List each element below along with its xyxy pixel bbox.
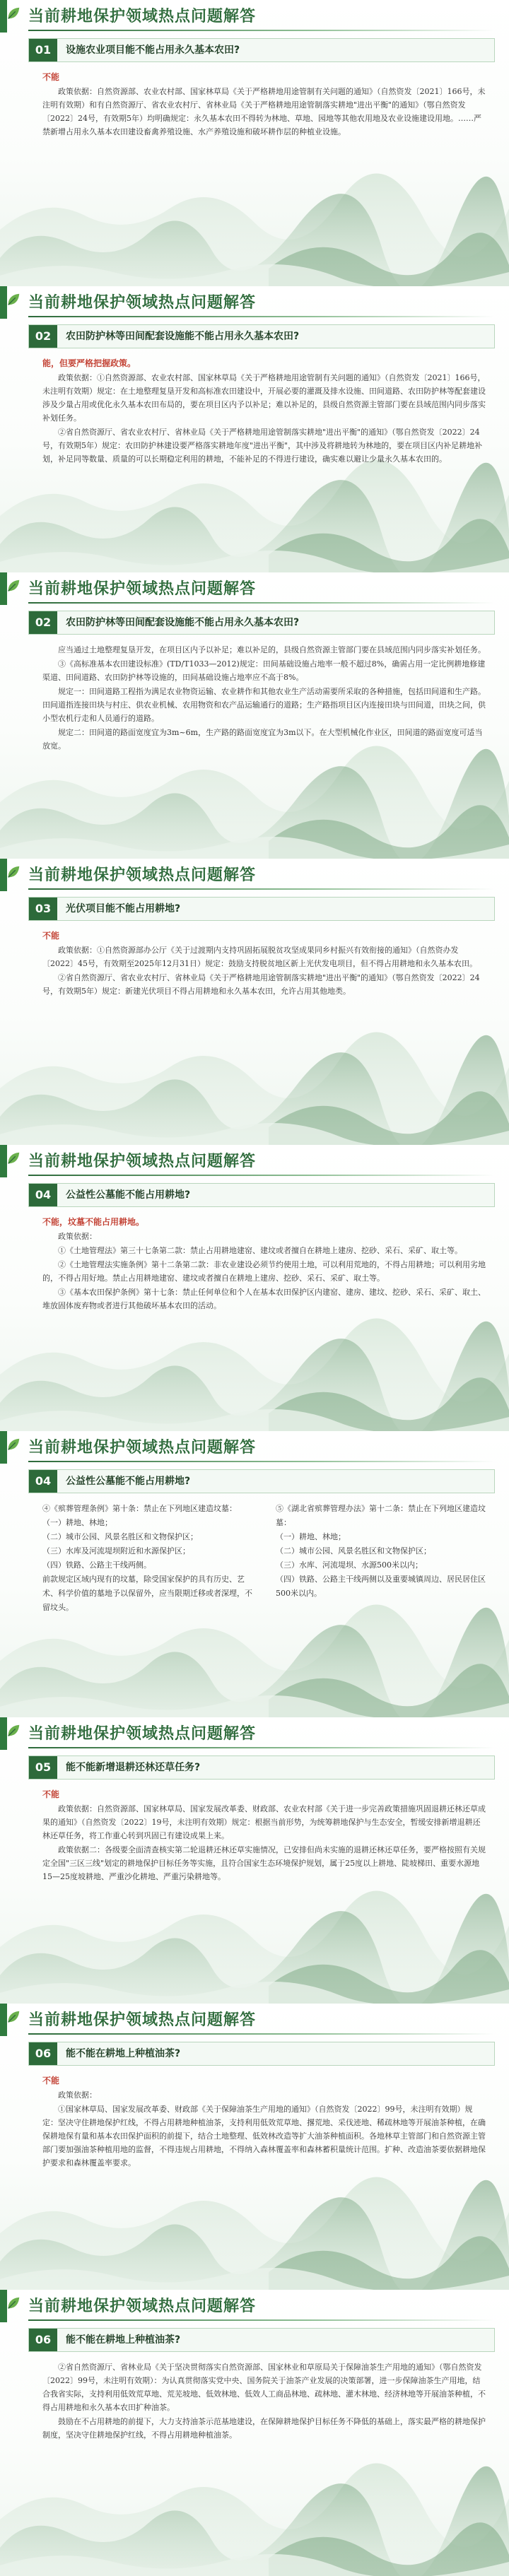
policy-paragraph: 政策依据： [58,1232,97,1241]
mountain-landscape-decoration [0,145,509,286]
policy-paragraph: 鼓励在不占用耕地的前提下，大力支持油茶示范基地建设，在保障耕地保护目标任务不降低的基础上，落实最严格的耕地保护制度，坚决守住耕地保护红线，不得占用耕地种植油茶。 [42,2417,486,2440]
policy-paragraph: 政策依据二：各级要全面清查核实第二轮退耕还林还草实施情况，已安排但尚未实施的退耕还林还草任务，要严格按照有关规定全国"三区三线"划定的耕地保护目标任务等实施，且符合国家生态环境保护规划，属于25度以上耕地、陡坡梯田、重要水源地15—25度坡耕地、严重沙化耕地、严重污染耕地等。 [42,1845,486,1881]
title-divider [28,1175,495,1176]
question-text: 公益性公墓能不能占用耕地? [66,1189,191,1201]
right-column-line: （二）城市公园、风景名胜区和文物保护区； [276,1546,431,1555]
question-number: 01 [29,39,57,61]
answer-verdict: 不能 [42,931,60,941]
question-bar [28,897,495,921]
answer-verdict: 不能 [42,2076,60,2086]
right-column-line: ⑤《湖北省殡葬管理办法》第十二条：禁止在下列地区建造坟墓： [276,1504,486,1527]
slide-title: 当前耕地保护领域热点问题解答 [28,866,257,884]
slide-title: 当前耕地保护领域热点问题解答 [28,1439,257,1457]
question-number: 06 [29,2042,57,2065]
title-divider [28,1747,495,1748]
leaf-icon [6,864,21,880]
leaf-icon [6,2295,21,2311]
question-text: 能不能在耕地上种植油茶? [66,2048,181,2059]
leaf-icon [6,578,21,594]
left-column-line: 前款规定区域内现有的坟墓，除受国家保护的具有历史、艺术、科学价值的墓地予以保留外，应当限期迁移或者深埋，不留坟头。 [42,1575,252,1612]
left-column-line: ④《殡葬管理条例》第十条：禁止在下列地区建造坟墓： [42,1504,237,1513]
policy-paragraph: ③《基本农田保护条例》第十七条：禁止任何单位和个人在基本农田保护区内建窑、建房、建坟、挖砂、采石、采矿、取土、堆放固体废弃物或者进行其他破坏基本农田的活动。 [42,1288,486,1310]
answer-content [42,1216,488,1313]
policy-paragraph: ②《土地管理法实施条例》第十二条第二款：非农业建设必须节约使用土地，可以利用荒地的，不得占用耕地；可以利用劣地的，不得占用好地。禁止占用耕地建窑、建坟或者擅自在耕地上建房、挖砂、采石、采矿、取土等。 [42,1260,486,1283]
answer-verdict: 不能 [42,1789,60,1799]
slide-9 [0,2290,509,2576]
policy-paragraph: ②省自然资源厅、省林业局《关于坚决贯彻落实自然资源部、国家林业和草原局关于保障油茶生产用地的通知》（鄂自然资发〔2022〕99号，未注明有效期）：为认真贯彻落实党中央、国务院关于油茶产业发展的决策部署，进一步保障油茶生产用地，结合我省实际，支持利用低效荒草地、荒芜坡地、低效林地、低效人工商品林地、疏林地、灌木林地、经济林地等开展油茶种植，不得占用耕地和永久基本农田扩种油茶。 [42,2363,486,2412]
leaf-icon [6,1151,21,1166]
answer-content [42,357,488,466]
policy-paragraph: ②省自然资源厅、省农业农村厅、省林业局《关于严格耕地用途管制落实耕地"进出平衡"的通知》（鄂自然资发〔2022〕24号，有效期5年）规定：新建光伏项目不得占用耕地和永久基本农田，允许占用其他地类。 [42,973,480,996]
slide-5 [0,1145,509,1431]
question-bar [28,38,495,62]
slide-title: 当前耕地保护领域热点问题解答 [28,2298,257,2315]
question-bar [28,611,495,635]
question-number: 03 [29,898,57,920]
answer-content [42,929,488,999]
question-text: 设施农业项目能不能占用永久基本农田? [66,45,240,56]
policy-paragraph: 政策依据：自然资源部、农业农村部、国家林草局《关于严格耕地用途管制有关问题的通知》（自然资发〔2021〕166号，未注明有效期）和有自然资源厅、省农业农村厅、省林业局《关于严格耕地用途管制落实耕地"进出平衡"的通知》（鄂自然资发〔2022〕24号，有效期5年）均明确规定：永久基本农田不得转为林地、草地、园地等其他农用地及农业设施建设用地。……严禁新增占用永久基本农田建设畜禽养殖设施、水产养殖设施和破坏耕作层的种植业设施。 [42,87,486,136]
policy-paragraph: 政策依据：自然资源部、国家林草局、国家发展改革委、财政部、农业农村部《关于进一步完善政策措施巩固退耕还林还草成果的通知》（自然资发〔2022〕19号，未注明有效期）规定：根据当前形势，为统筹耕地保护与生态安全，暂缓安排新增退耕还林还草任务，将工作重心转到巩固已有建设成果上来。 [42,1804,486,1840]
slide-4 [0,859,509,1145]
answer-verdict: 不能 [42,72,60,82]
question-bar [28,2042,495,2066]
answer-content [42,2074,488,2170]
policy-paragraph: 政策依据： [58,2090,97,2100]
slide-title: 当前耕地保护领域热点问题解答 [28,1153,257,1170]
question-number: 02 [29,325,57,348]
title-divider [28,888,495,890]
question-text: 农田防护林等田间配套设施能不能占用永久基本农田? [66,617,300,628]
leaf-icon [6,1723,21,1739]
policy-paragraph: 政策依据：①自然资源部、农业农村部、国家林草局《关于严格耕地用途管制有关问题的通知》（自然资发〔2021〕166号，未注明有效期）规定：在土地整理复垦开发和高标准农田建设中，开展必要的灌溉及排水设施、田间道路、农田防护林等配套建设涉及少量占用或优化永久基本农田布局的，要在项目区内予以补足；难以补足的，县级自然资源主管部门要在县域范围内同步落实补划任务。 [42,373,486,423]
question-bar [28,1469,495,1493]
title-divider [28,602,495,604]
slide-3 [0,572,509,859]
question-text: 农田防护林等田间配套设施能不能占用永久基本农田? [66,331,300,342]
question-number: 04 [29,1470,57,1493]
policy-paragraph: ①《土地管理法》第三十七条第二款：禁止占用耕地建窑、建坟或者擅自在耕地上建房、挖砂、采石、采矿、取土等。 [58,1246,462,1255]
answer-content [42,71,488,139]
slide-title: 当前耕地保护领域热点问题解答 [28,2011,257,2029]
slide-8 [0,2004,509,2290]
title-divider [28,1461,495,1462]
policy-paragraph: ②省自然资源厅、省农业农村厅、省林业局《关于严格耕地用途管制落实耕地"进出平衡"的通知》（鄂自然资发〔2022〕24号，有效期5年）规定：农田防护林建设要严格落实耕地年度"进出平衡"，其中涉及将耕地转为林地的，要在项目区内补足耕地补划，补足同等数量、质量的可以长期稳定利用的耕地，不能补足的不得进行建设，确实难以避让少量永久基本农田的。 [42,428,483,464]
right-column-line: （四）铁路、公路主干线两侧以及重要城镇周边、居民居住区500米以内。 [276,1575,486,1598]
slide-title: 当前耕地保护领域热点问题解答 [28,8,257,25]
answer-content [42,643,488,753]
question-number: 02 [29,611,57,634]
left-column-line: （一）耕地、林地； [42,1518,112,1527]
left-column [42,1502,255,1615]
question-number: 04 [29,1184,57,1206]
answer-content [42,1788,488,1884]
policy-paragraph: 政策依据：①自然资源部办公厅《关于过渡期内支持巩固拓展脱贫攻坚成果同乡村振兴有效衔接的通知》（自然资办发〔2022〕45号，有效期至2025年12月31日）规定：鼓励支持脱贫地区新上光伏发电项目，但不得占用耕地和永久基本农田。 [42,946,477,968]
question-number: 06 [29,2329,57,2351]
mountain-landscape-decoration [0,1004,509,1145]
question-bar [28,1183,495,1207]
question-text: 公益性公墓能不能占用耕地? [66,1476,191,1487]
slide-title: 当前耕地保护领域热点问题解答 [28,580,257,598]
right-column-line: （一）耕地、林地； [276,1532,346,1541]
question-bar [28,2328,495,2352]
question-text: 能不能在耕地上种植油茶? [66,2334,181,2346]
policy-paragraph: ①国家林草局、国家发展改革委、财政部《关于保障油茶生产用地的通知》（自然资发〔2022〕99号，未注明有效期）规定：坚决守住耕地保护红线，不得占用耕地种植油茶，支持利用低效荒草地、撂荒地、采伐迹地、稀疏林地等开展油茶种植，在确保耕地保有量和基本农田保护面积的前提下，结合土地整理、低效林改造等扩大油茶种植面积。各地林草主管部门和自然资源主管部门要加强油茶种植用地的监督，不得违规占用耕地，不得纳入森林覆盖率和森林蓄积量统计范围。扩种、改造油茶要依据耕地保护要求和森林覆盖率要求。 [42,2105,486,2168]
policy-paragraph: 规定一：田间道路工程指为满足农业物资运输、农业耕作和其他农业生产活动需要所采取的各种措施，包括田间道和生产路。田间道指连接田块与村庄、供农业机械、农用物资和农产品运输通行的道路；生产路指项目区内连接田块与田间道，田块之间，供小型农机行走和人员通行的道路。 [42,687,486,723]
right-column [276,1502,488,1601]
policy-paragraph: 规定二：田间道的路面宽度宜为3m~6m，生产路的路面宽度宜为3m以下。在大型机械化作业区，田间道的路面宽度可适当放宽。 [42,728,483,751]
slide-title: 当前耕地保护领域热点问题解答 [28,294,257,312]
left-column-line: （二）城市公园、风景名胜区和文物保护区； [42,1532,198,1541]
slide-7 [0,1717,509,2004]
leaf-icon [6,2009,21,2025]
question-bar [28,1755,495,1780]
policy-paragraph: ③《高标准基本农田建设标准》(TD/T1033—2012)规定：田间基础设施占地率一般不超过8%，确需占用一定比例耕地修建渠道、田间道路、农田防护林等设施的，田间基础设施占地率应不高于8%。 [42,659,486,682]
answer-content [42,2360,488,2442]
title-divider [28,2033,495,2035]
title-divider [28,30,495,31]
answer-verdict: 不能，坟墓不能占用耕地。 [42,1217,145,1227]
leaf-icon [6,1437,21,1452]
title-divider [28,2319,495,2321]
right-column-line: （三）水库、河流堤坝、水源500米以内； [276,1560,423,1570]
left-column-line: （三）水库及河流堤坝附近和水源保护区； [42,1546,190,1555]
slide-title: 当前耕地保护领域热点问题解答 [28,1725,257,1743]
mountain-landscape-decoration [0,2435,509,2576]
question-text: 光伏项目能不能占用耕地? [66,903,181,914]
title-divider [28,316,495,317]
slide-6 [0,1431,509,1717]
policy-paragraph: 应当通过土地整理复垦开发，在项目区内予以补足；难以补足的，县级自然资源主管部门要在县域范围内同步落实补划任务。 [58,645,486,654]
question-number: 05 [29,1756,57,1779]
slide-1 [0,0,509,286]
question-text: 能不能新增退耕还林还草任务? [66,1762,201,1773]
left-column-line: （四）铁路、公路主干线两侧。 [42,1560,151,1570]
leaf-icon [6,6,21,21]
leaf-icon [6,292,21,307]
slide-2 [0,286,509,572]
answer-verdict: 能，但要严格把握政策。 [42,358,136,368]
question-bar [28,324,495,348]
